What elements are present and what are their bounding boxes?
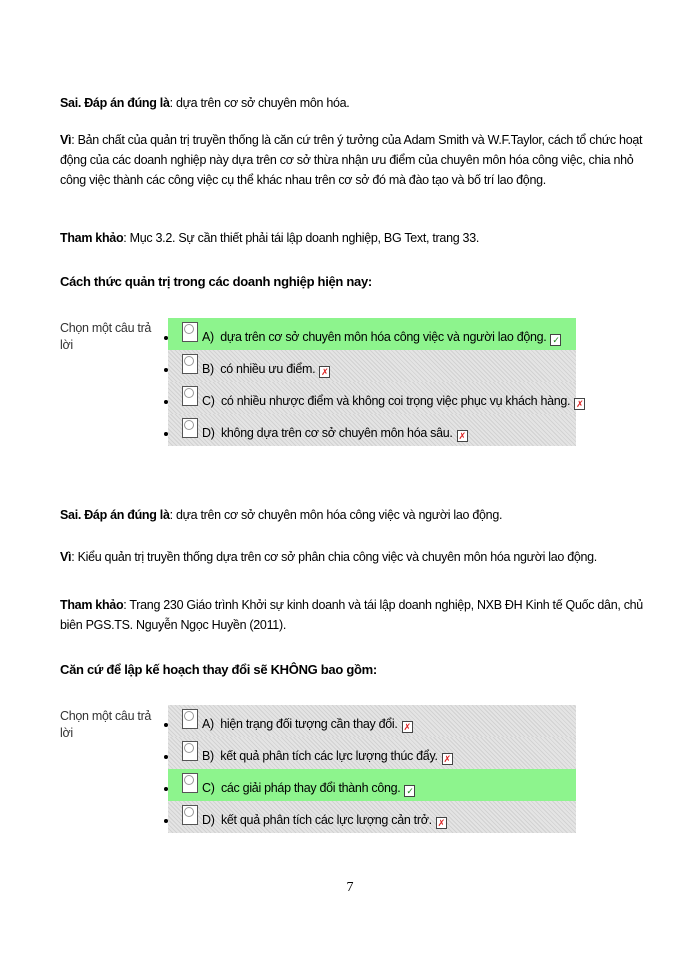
check-icon: ✓ <box>406 786 414 796</box>
ref-label: Tham khảo <box>60 598 124 612</box>
radio-button[interactable] <box>182 354 198 374</box>
option-b[interactable] <box>168 350 576 382</box>
options-list-2 <box>168 705 576 833</box>
feedback-reason-2 <box>60 547 650 567</box>
option-d[interactable] <box>168 414 576 446</box>
options-list-1 <box>168 318 584 446</box>
bullet-icon <box>164 336 168 340</box>
radio-button[interactable] <box>182 773 198 793</box>
cross-icon: ✗ <box>437 818 445 828</box>
reason-label: Vì <box>60 133 72 147</box>
option-text: C) các giải pháp thay đổi thành công. ✓ <box>202 781 414 796</box>
option-text: A) dựa trên cơ sở chuyên môn hóa công việc và người lao động. ✓ <box>202 330 560 345</box>
page-number: 7 <box>346 880 354 895</box>
radio-button[interactable] <box>182 741 198 761</box>
feedback-ref-1 <box>60 228 650 248</box>
feedback-wrong-1 <box>60 93 650 113</box>
cross-icon: ✗ <box>576 399 584 409</box>
radio-button[interactable] <box>182 709 198 729</box>
bullet-icon <box>164 368 168 372</box>
cross-icon: ✗ <box>458 431 466 441</box>
ref-label: Tham khảo <box>60 231 124 245</box>
option-text: D) kết quả phân tích các lực lượng cản trở. ✗ <box>202 813 445 828</box>
bullet-icon <box>164 755 168 759</box>
reason-text: : Bản chất của quản trị truyền thống là căn cứ trên ý tưởng của Adam Smith và W.F.Taylor, cách tổ chức hoạt động của các doanh nghiệp này dựa trên cơ sở thừa nhận ưu điểm của chuyên môn hóa công việc, chia nhỏ công việc thành các công việc cụ thể khác nhau trên cơ sở đó mà đào tạo và bố trí lao động. <box>60 133 643 187</box>
wrong-label: Sai. Đáp án đúng là <box>60 508 170 522</box>
bullet-icon <box>164 819 168 823</box>
radio-button[interactable] <box>182 418 198 438</box>
option-text: B) có nhiều ưu điểm. ✗ <box>202 362 329 377</box>
answer-prompt-1: Chọn một câu trả lời <box>60 321 152 352</box>
reason-label: Vì <box>60 550 72 564</box>
question-title-2: Căn cứ để lập kế hoạch thay đổi sẽ KHÔNG bao gồm: <box>60 662 377 677</box>
option-text: A) hiện trạng đối tượng cần thay đổi. ✗ <box>202 717 411 732</box>
correct-answer-text: : dựa trên cơ sở chuyên môn hóa công việc và người lao động. <box>169 508 503 522</box>
radio-button[interactable] <box>182 386 198 406</box>
check-icon: ✓ <box>552 335 560 345</box>
bullet-icon <box>164 723 168 727</box>
question-title-1: Cách thức quản trị trong các doanh nghiệp hiện nay: <box>60 274 372 289</box>
wrong-label: Sai. Đáp án đúng là <box>60 96 170 110</box>
option-text: B) kết quả phân tích các lực lượng thúc đẩy. ✗ <box>202 749 451 764</box>
reason-text: : Kiểu quản trị truyền thống dựa trên cơ sở phân chia công việc và chuyên môn hóa người lao động. <box>71 550 597 564</box>
option-text: D) không dựa trên cơ sở chuyên môn hóa sâu. ✗ <box>202 426 466 441</box>
option-a[interactable] <box>168 318 576 350</box>
option-c[interactable] <box>168 769 576 801</box>
option-b[interactable] <box>168 737 576 769</box>
feedback-reason-1 <box>60 130 650 190</box>
bullet-icon <box>164 432 168 436</box>
bullet-icon <box>164 400 168 404</box>
ref-text: : Trang 230 Giáo trình Khởi sự kinh doanh và tái lập doanh nghiệp, NXB ĐH Kinh tế Quốc dân, chủ biên PGS.TS. Nguyễn Ngọc Huyền (2011). <box>60 598 643 632</box>
radio-button[interactable] <box>182 805 198 825</box>
ref-text: : Mục 3.2. Sự cần thiết phải tái lập doanh nghiệp, BG Text, trang 33. <box>123 231 480 245</box>
option-a[interactable] <box>168 705 576 737</box>
cross-icon: ✗ <box>321 367 329 377</box>
option-text: C) có nhiều nhược điểm và không coi trọng việc phục vụ khách hàng. ✗ <box>202 394 584 409</box>
radio-button[interactable] <box>182 322 198 342</box>
feedback-wrong-2 <box>60 505 650 525</box>
cross-icon: ✗ <box>443 754 451 764</box>
correct-answer-text: : dựa trên cơ sở chuyên môn hóa. <box>169 96 350 110</box>
cross-icon: ✗ <box>403 722 411 732</box>
option-d[interactable] <box>168 801 576 833</box>
feedback-ref-2 <box>60 595 650 635</box>
answer-prompt-2: Chọn một câu trả lời <box>60 709 152 740</box>
option-c[interactable] <box>168 382 584 414</box>
bullet-icon <box>164 787 168 791</box>
